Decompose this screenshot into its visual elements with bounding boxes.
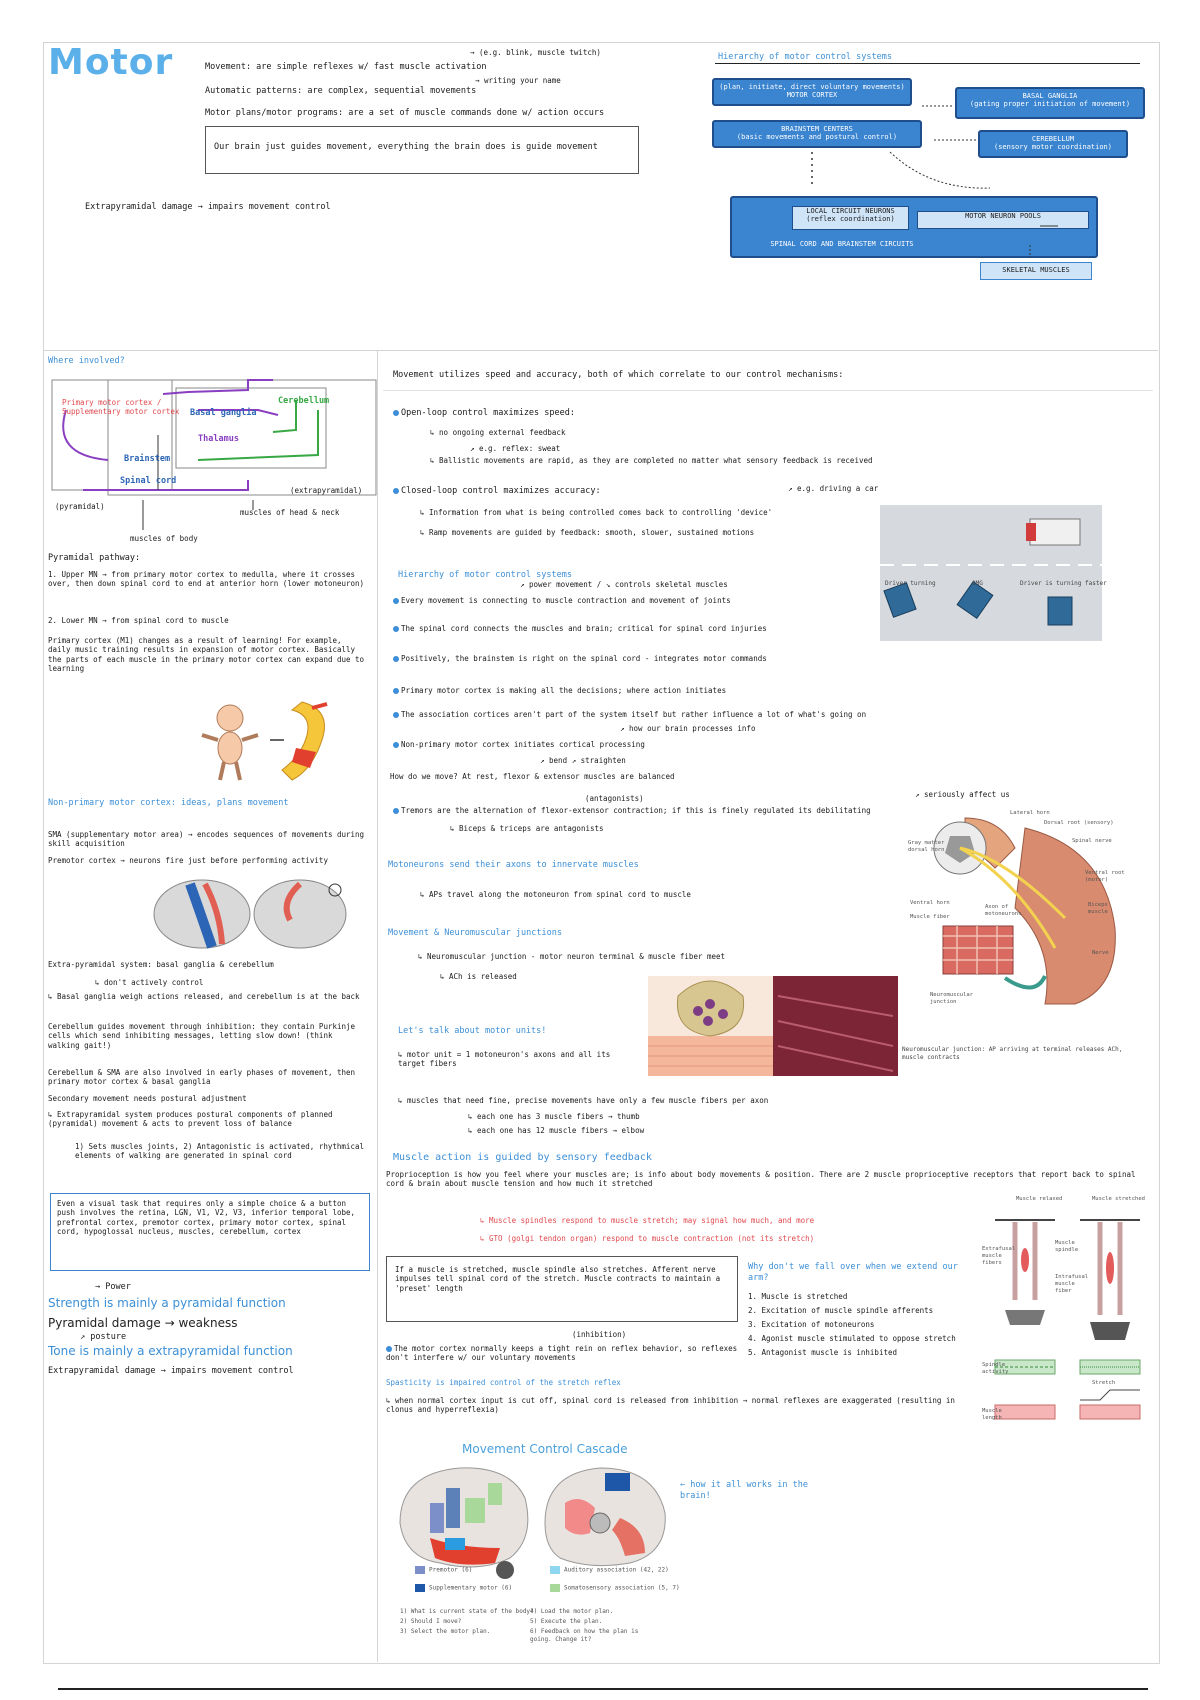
- how-move: How do we move? At rest, flexor & extensor muscles are balanced: [390, 772, 675, 781]
- homunculus-illustration: [192, 690, 352, 790]
- spindle-label-7: Muscle length: [982, 1408, 1002, 1421]
- tone-text: Tone is mainly a extrapyramidal function: [48, 1344, 293, 1358]
- spindle-label-1: Muscle relaxed: [1016, 1196, 1063, 1202]
- anat-label-10: Nerve: [1092, 950, 1109, 956]
- closed-loop-2: ↳ Ramp movements are guided by feedback: smooth, slower, sustained motions: [420, 528, 755, 537]
- hierarchy-6-text: Non-primary motor cortex initiates cortical processing: [401, 740, 645, 749]
- legend-swatch: [415, 1566, 425, 1574]
- why-title: Why don't we fall over when we extend our arm?: [748, 1262, 958, 1283]
- anat-label-9: Biceps muscle: [1088, 902, 1108, 915]
- sensory-title: Muscle action is guided by sensory feedback: [393, 1152, 652, 1163]
- header-note-3: Motor plans/motor programs: are a set of muscle commands done w/ action occurs: [205, 108, 605, 118]
- closed-loop-example: ↗ e.g. driving a car: [788, 484, 879, 493]
- section-divider: [43, 350, 1158, 351]
- anat-label-4: Gray matter dorsal horn: [908, 840, 945, 853]
- nmj-image: [648, 976, 898, 1076]
- bullet-dot: [393, 598, 399, 604]
- bullet-dot: [393, 808, 399, 814]
- motoneuron-title: Motoneurons send their axons to innervate muscles: [388, 860, 639, 870]
- header-note-1: Movement: are simple reflexes w/ fast muscle activation: [205, 62, 487, 72]
- diagram-title: Hierarchy of motor control systems: [718, 52, 892, 62]
- bullet-dot: [393, 626, 399, 632]
- bullet-dot: [393, 410, 399, 416]
- hierarchy-5-text: The association cortices aren't part of the system itself but rather influence a lot of what's going on: [401, 710, 867, 719]
- bullet-dot: [393, 656, 399, 662]
- hierarchy-5-anno: ↗ how our brain processes info: [620, 724, 756, 733]
- hierarchy-1: [393, 596, 863, 605]
- column-divider: [377, 350, 378, 1662]
- motor-cortex-box: (plan, initiate, direct voluntary movements) MOTOR CORTEX: [712, 78, 912, 106]
- bullet-dot: [393, 488, 399, 494]
- spindle-label-8: Stretch: [1092, 1380, 1116, 1386]
- question-2: 2) Should I move?: [400, 1618, 462, 1625]
- map-spinal-label: Spinal cord: [120, 476, 177, 486]
- steps-note: 1) Sets muscles joints, 2) Antagonistic is activated, rhythmical elements of walking are generated in spinal cord: [75, 1142, 364, 1161]
- nmj-caption: Neuromuscular junction: AP arriving at terminal releases ACh, muscle contracts: [902, 1046, 1123, 1061]
- why-4: 4. Agonist muscle stimulated to oppose stretch: [748, 1334, 956, 1343]
- extrapyramidal-damage-note: Extrapyramidal damage → impairs movement control: [48, 1366, 294, 1376]
- hierarchy-5: [393, 710, 1153, 719]
- closed-loop-1: ↳ Information from what is being controlled comes back to controlling 'device': [420, 508, 773, 517]
- open-loop-example: ↗ e.g. reflex: sweat: [470, 444, 561, 453]
- bullet-dot: [393, 712, 399, 718]
- legend-swatch: [415, 1584, 425, 1592]
- open-loop-title: [393, 408, 575, 419]
- why-5: 5. Antagonist muscle is inhibited: [748, 1348, 898, 1357]
- proprioception-note: Proprioception is how you feel where your muscles are; is info about body movements & position. There are 2 muscle proprioceptive receptors that report back to spinal cord & brain about muscle tension and how much it stretched: [386, 1170, 1136, 1189]
- posture-anno: ↗ posture: [80, 1332, 127, 1342]
- motor-pools-box: MOTOR NEURON POOLS: [917, 211, 1089, 229]
- tremor-2: ↳ Biceps & triceps are antagonists: [450, 824, 604, 833]
- hierarchy-2-text: The spinal cord connects the muscles and brain; critical for spinal cord injuries: [401, 624, 767, 633]
- map-pyr-label: (pyramidal): [55, 502, 105, 511]
- nmj-title: Movement & Neuromuscular junctions: [388, 928, 562, 938]
- postural-note: ↳ Extrapyramidal system produces postural components of planned (pyramidal) movement & acts to prevent loss of balance: [48, 1110, 333, 1129]
- bullet-dot: [386, 1346, 392, 1352]
- basal-ganglia-box: BASAL GANGLIA (gating proper initiation of movement): [955, 87, 1145, 119]
- question-4: 4) Load the motor plan.: [530, 1608, 614, 1615]
- legend-swatch: [550, 1584, 560, 1592]
- nmj-1: ↳ Neuromuscular junction - motor neuron terminal & muscle fiber meet: [418, 952, 726, 961]
- tremor-text: Tremors are the alternation of flexor-extensor contraction; if this is finely regulated its debilitating: [401, 806, 871, 815]
- spindle-diagram: [985, 1200, 1145, 1445]
- why-2: 2. Excitation of muscle spindle afferents: [748, 1306, 934, 1315]
- spindle-label-3: Extrafusal muscle fibers: [982, 1246, 1016, 1266]
- map-basal-label: Basal ganglia: [190, 408, 257, 418]
- anat-label-7: Axon of motoneurons: [985, 904, 1022, 917]
- brainstem-box: BRAINSTEM CENTERS (basic movements and postural control): [712, 120, 922, 148]
- spasticity-text: Spasticity is impaired control of the stretch reflex: [386, 1378, 621, 1387]
- car-label-3: Driver is turning faster: [1020, 580, 1107, 587]
- legend-label-4: Somatosensory association (5, 7): [564, 1584, 680, 1592]
- header-anno-2: → writing your name: [475, 76, 561, 85]
- header-boxed-note: [205, 126, 639, 174]
- question-6: 6) Feedback on how the plan is going. Change it?: [530, 1628, 639, 1643]
- nonprimary-note: Non-primary motor cortex: ideas, plans movement: [48, 798, 289, 808]
- anat-label-11: Neuromuscular junction: [930, 992, 974, 1005]
- question-1: 1) What is current state of the body?: [400, 1608, 534, 1615]
- tone-note: [48, 1344, 293, 1358]
- cascade-anno: ← how it all works in the brain!: [680, 1480, 808, 1501]
- pyramidal-title: Pyramidal pathway:: [48, 553, 141, 563]
- question-5: 5) Execute the plan.: [530, 1618, 603, 1625]
- reflex-text: The motor cortex normally keeps a tight rein on reflex behavior, so reflexes don't interfere w/ our voluntary movements: [386, 1344, 738, 1363]
- spindle-note: ↳ Muscle spindles respond to muscle stretch; may signal how much, and more: [480, 1216, 815, 1225]
- why-3: 3. Excitation of motoneurons: [748, 1320, 875, 1329]
- map-extra-label: (extrapyramidal): [290, 486, 363, 495]
- legend-item-4: [550, 1584, 680, 1592]
- legend-item-1: [415, 1566, 472, 1574]
- power-anno: → Power: [95, 1282, 131, 1292]
- reflex-note: [386, 1344, 746, 1363]
- hierarchy-2: [393, 624, 863, 633]
- motor-units-2: ↳ muscles that need fine, precise movements have only a few muscle fibers per axon: [398, 1096, 769, 1105]
- spinal-label: SPINAL CORD AND BRAINSTEM CIRCUITS: [770, 240, 914, 248]
- open-loop-2: ↳ Ballistic movements are rapid, as they are completed no matter what sensory feedback is received: [430, 456, 873, 465]
- why-1: 1. Muscle is stretched: [748, 1292, 848, 1301]
- premotor-note: Premotor cortex → neurons fire just before performing activity: [48, 856, 328, 865]
- stretch-box-text: If a muscle is stretched, muscle spindle also stretches. Afferent nerve impulses tell spinal cord of the stretch. Muscle contracts to maintain a 'preset' length: [395, 1265, 721, 1293]
- stretch-box: [386, 1256, 738, 1322]
- car-steering-image: [880, 505, 1102, 641]
- spasticity-note: [386, 1378, 621, 1387]
- car-label-2: OMG: [972, 580, 983, 587]
- header-note-2: Automatic patterns: are complex, sequential movements: [205, 86, 477, 96]
- antagonists-anno: (antagonists): [585, 794, 644, 803]
- hierarchy-3: [393, 654, 1153, 663]
- hierarchy-6: [393, 740, 1153, 749]
- map-primary-label: Primary motor cortex / Supplementary motor cortex: [62, 398, 180, 417]
- where-title: Where involved?: [48, 356, 125, 366]
- cerebellum-note: Cerebellum guides movement through inhibition: they contain Purkinje cells which send inhibiting messages, letting slow down! (think walking gait!): [48, 1022, 356, 1050]
- car-label-1: Driver turning: [885, 580, 936, 587]
- how-anno: ↗ bend ↗ straighten: [540, 756, 626, 765]
- cerebellum-note-2: Cerebellum & SMA are also involved in early phases of movement, then primary motor cortex & basal ganglia: [48, 1068, 356, 1087]
- page-title: Motor: [48, 42, 174, 83]
- cerebellum-box: CEREBELLUM (sensory motor coordination): [978, 130, 1128, 158]
- spasticity-1: ↳ when normal cortex input is cut off, spinal cord is released from inhibition → normal reflexes are exaggerated (resulting in clonus and hyperreflexia): [386, 1396, 955, 1415]
- skeletal-box: SKELETAL MUSCLES: [980, 262, 1092, 280]
- extrapyramidal-1: ↳ don't actively control: [95, 978, 204, 987]
- hierarchy-4: [393, 686, 1153, 695]
- hierarchy-4-text: Primary motor cortex is making all the decisions; where action initiates: [401, 686, 727, 695]
- anat-label-1: Lateral horn: [1010, 810, 1050, 816]
- open-loop-1: ↳ no ongoing external feedback: [430, 428, 566, 437]
- strength-note: [48, 1296, 286, 1310]
- bullet-dot: [393, 688, 399, 694]
- motoneuron-1: ↳ APs travel along the motoneuron from spinal cord to muscle: [420, 890, 691, 899]
- motor-units-4: ↳ each one has 12 muscle fibers → elbow: [468, 1126, 645, 1135]
- spindle-label-2: Muscle stretched: [1092, 1196, 1145, 1202]
- map-brainstem-label: Brainstem: [124, 454, 171, 464]
- strength-text: Strength is mainly a pyramidal function: [48, 1296, 286, 1310]
- anat-label-6: Muscle fiber: [910, 914, 950, 920]
- spindle-label-6: Spindle activity: [982, 1362, 1009, 1375]
- visual-task-text: Even a visual task that requires only a simple choice & a button push involves the retina, LGN, V1, V2, V3, inferior temporal lobe, prefrontal cortex, premotor cortex, primary motor cortex, spinal cord, hypoglossal nucleus, muscles, cerebellum, cortex: [57, 1199, 356, 1237]
- closed-loop-text: Closed-loop control maximizes accuracy:: [401, 486, 601, 496]
- extrapyramidal-2: ↳ Basal ganglia weigh actions released, and cerebellum is at the back: [48, 992, 360, 1001]
- spindle-label-4: Muscle spindle: [1055, 1240, 1079, 1253]
- visual-task-box: [50, 1193, 370, 1271]
- bullet-dot: [393, 742, 399, 748]
- nmj-2: ↳ ACh is released: [440, 972, 517, 981]
- anat-label-5: Ventral horn: [910, 900, 950, 906]
- spindle-label-5: Intrafusal muscle fiber: [1055, 1274, 1089, 1294]
- legend-swatch: [550, 1566, 560, 1574]
- pyramidal-step-2: 2. Lower MN → from spinal cord to muscle: [48, 616, 229, 625]
- pyramidal-step-1: 1. Upper MN → from primary motor cortex to medulla, where it crosses over, then down spinal cord to end at anterior horn (lower motoneuron): [48, 570, 365, 589]
- hierarchy-1-text: Every movement is connecting to muscle contraction and movement of joints: [401, 596, 731, 605]
- anat-label-8: Ventral root (motor): [1085, 870, 1125, 883]
- open-loop-text: Open-loop control maximizes speed:: [401, 408, 575, 418]
- hierarchy-3-text: Positively, the brainstem is right on the spinal cord - integrates motor commands: [401, 654, 767, 663]
- hierarchy-anno: ↗ power movement / ↘ controls skeletal muscles: [520, 580, 728, 589]
- legend-label-1: Premotor (6): [429, 1566, 473, 1574]
- header-boxed-text: Our brain just guides movement, everything the brain does is guide movement: [214, 142, 598, 152]
- reflex-anno: (inhibition): [572, 1330, 627, 1339]
- legend-label-2: Supplementary motor (6): [429, 1584, 513, 1592]
- map-thalamus-label: Thalamus: [198, 434, 239, 444]
- tremor-note: [393, 806, 943, 815]
- map-cerebellum-label: Cerebellum: [278, 396, 330, 406]
- brain-illustration: [150, 872, 350, 962]
- motor-units-title: Let's talk about motor units!: [398, 1026, 547, 1036]
- cascade-title: Movement Control Cascade: [462, 1442, 628, 1456]
- map-head-label: muscles of head & neck: [240, 508, 340, 517]
- hierarchy-title: Hierarchy of motor control systems: [398, 570, 572, 580]
- anat-label-3: Spinal nerve: [1072, 838, 1112, 844]
- tremor-anno: ↗ seriously affect us: [915, 790, 1010, 799]
- legend-label-3: Auditory association (42, 22): [564, 1566, 669, 1574]
- diagram-arrows: [700, 60, 1160, 300]
- map-body-label: muscles of body: [130, 534, 198, 543]
- intro-note: Movement utilizes speed and accuracy, both of which correlate to our control mechanisms:: [393, 370, 844, 380]
- rule: [383, 390, 1153, 391]
- extrapyramidal-title: Extra-pyramidal system: basal ganglia & cerebellum: [48, 960, 274, 969]
- legend-item-3: [550, 1566, 669, 1574]
- plasticity-note: Primary cortex (M1) changes as a result of learning! For example, daily music training results in expansion of motor cortex. Basically the parts of each muscle in the primary motor cortex can expand due to learning: [48, 636, 365, 674]
- anat-label-2: Dorsal root (sensory): [1044, 820, 1114, 826]
- pyramidal-damage-note: Pyramidal damage → weakness: [48, 1316, 238, 1330]
- header-anno-1: → (e.g. blink, muscle twitch): [470, 48, 601, 57]
- motor-units-1: ↳ motor unit = 1 motoneuron's axons and all its target fibers: [398, 1050, 611, 1069]
- gto-note: ↳ GTO (golgi tendon organ) respond to muscle contraction (not its stretch): [480, 1234, 815, 1243]
- legend-item-2: [415, 1584, 512, 1592]
- cerebellum-note-3: Secondary movement needs postural adjustment: [48, 1094, 247, 1103]
- local-circuit-box: LOCAL CIRCUIT NEURONS (reflex coordination): [792, 206, 909, 230]
- motor-units-3: ↳ each one has 3 muscle fibers → thumb: [468, 1112, 640, 1121]
- sma-note: SMA (supplementary motor area) → encodes sequences of movements during skill acquisition: [48, 830, 365, 849]
- header-note-4: Extrapyramidal damage → impairs movement control: [85, 202, 331, 212]
- closed-loop-title: [393, 486, 601, 497]
- question-3: 3) Select the motor plan.: [400, 1628, 491, 1635]
- footer-rule: [58, 1688, 1148, 1690]
